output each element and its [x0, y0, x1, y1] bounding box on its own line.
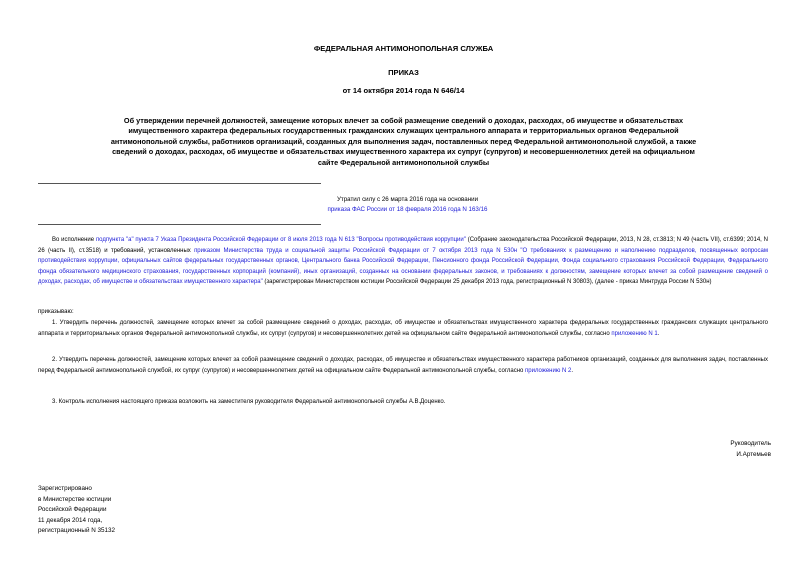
item-2-text: 2. Утвердить перечень должностей, замещение которых влечет за собой размещение сведений о доходах, расходах, об имуществе и обязательствах имущественного характера работников организаций, созданных для выполнения задач, поставленных перед Федеральной антимонопольной службой, их супруг (супругов) и несовершеннолетних детей на официальном сайте Федеральной антимонопольной службы, согласно	[38, 357, 768, 374]
item-1-text: 1. Утвердить перечень должностей, замещение которых влечет за собой размещение сведений о доходах, расходах, об имуществе и обязательствах имущественного характера федеральных государственных гражданских служащих центрального аппарата и территориальных органов Федеральной антимонопольной службы, их супруг (супругов) и несовершеннолетних детей на официальном сайте Федеральной антимонопольной службы, согласно	[38, 320, 768, 337]
registration-line: Зарегистрировано	[38, 485, 92, 492]
intro-text: Во исполнение	[52, 237, 96, 243]
signature-name: И.Артемьев	[736, 450, 771, 458]
title-line: антимонопольной службы, работников организаций, созданных для выполнения задач, поставленных перед Федеральной антимонопольной службой, а также	[110, 136, 697, 146]
intro-text: (зарегистрирован Министерством юстиции Российской Федерации 25 декабря 2013 года, регистрационный N 30803), (далее - приказ Минтруда России N 530н)	[262, 279, 712, 286]
signature-role: Руководитель	[730, 440, 771, 447]
intro-paragraph	[38, 235, 768, 288]
title-line: сведений о доходах, расходах, об имуществе и обязательствах имущественного характера их супруг (супругов) и несовершеннолетних детей на официальном	[112, 147, 695, 157]
registration-line: в Министерстве юстиции	[38, 495, 112, 503]
divider-top	[38, 183, 321, 184]
order-word: приказываю:	[38, 309, 74, 315]
appendix-2-link[interactable]: приложению N 2	[525, 367, 572, 374]
registration-line: регистрационный N 35132	[38, 527, 116, 534]
ministry-order-link[interactable]: приказом Министерства труда и социальной защиты Российской Федерации от 7 октября 2013 года N 530н "О требованиях к размещению и наполнению подразделов, посвященных вопросам противодействия коррупции, официальных сайтов федеральных государственных органов, Центрального банка Российской Федерации, Пенсионного фонда Российской Федерации, Фонда социального страхования Российской Федерации, Федерального фонда обязательного медицинского страхования, государственных корпораций (компаний), иных организаций, созданных на основании федеральных законов, и требованиях к должностям, замещение которых влечет за собой размещение сведений о доходах, расходах, об имуществе и обязательствах имущественного характера"	[38, 247, 768, 286]
intro-text: (Собрание законодательства Российской Федерации, 2013, N 28, ст.3813; N 49 (часть VII), ст.6399; 2014, N 26 (часть II), ст.3518) и требований, установленных	[38, 237, 768, 254]
divider-bottom	[38, 224, 321, 225]
item-1-end: .	[657, 330, 660, 337]
doc-date-number: от 14 октября 2014 года N 646/14	[342, 86, 465, 95]
title-line: Об утверждении перечней должностей, замещение которых влечет за собой размещение сведений о доходах, расходах, об имуществе и обязательствах	[123, 116, 684, 125]
item-1	[38, 318, 768, 339]
document-title	[60, 116, 747, 168]
agency-name: ФЕДЕРАЛЬНАЯ АНТИМОНОПОЛЬНАЯ СЛУЖБА	[313, 44, 494, 53]
status-note-text: Утратил силу с 26 марта 2016 года на основании	[336, 196, 479, 203]
decree-link[interactable]: подпункта "а" пункта 7 Указа Президента Российской Федерации от 8 июля 2013 года N 613 "Вопросы противодействия коррупции"	[95, 237, 466, 243]
item-3: 3. Контроль исполнения настоящего приказа возложить на заместителя руководителя Федеральной антимонопольной службы А.В.Доценко.	[52, 399, 446, 405]
status-note	[200, 195, 615, 215]
doc-type: ПРИКАЗ	[388, 68, 419, 77]
status-note-link[interactable]: приказа ФАС России от 18 февраля 2016 года N 163/16	[327, 206, 488, 213]
registration-line: 11 декабря 2014 года,	[38, 516, 103, 524]
title-line: сайте Федеральной антимонопольной службы	[317, 157, 490, 167]
signature-block	[730, 439, 771, 460]
item-2	[38, 355, 768, 376]
registration-line: Российской Федерации	[38, 506, 107, 513]
appendix-1-link[interactable]: приложению N 1	[611, 330, 658, 337]
registration-block	[38, 484, 115, 537]
title-line: имущественного характера федеральных государственных гражданских служащих центрального аппарата и территориальных органов Федеральной	[128, 126, 679, 136]
item-2-end: .	[571, 367, 574, 374]
